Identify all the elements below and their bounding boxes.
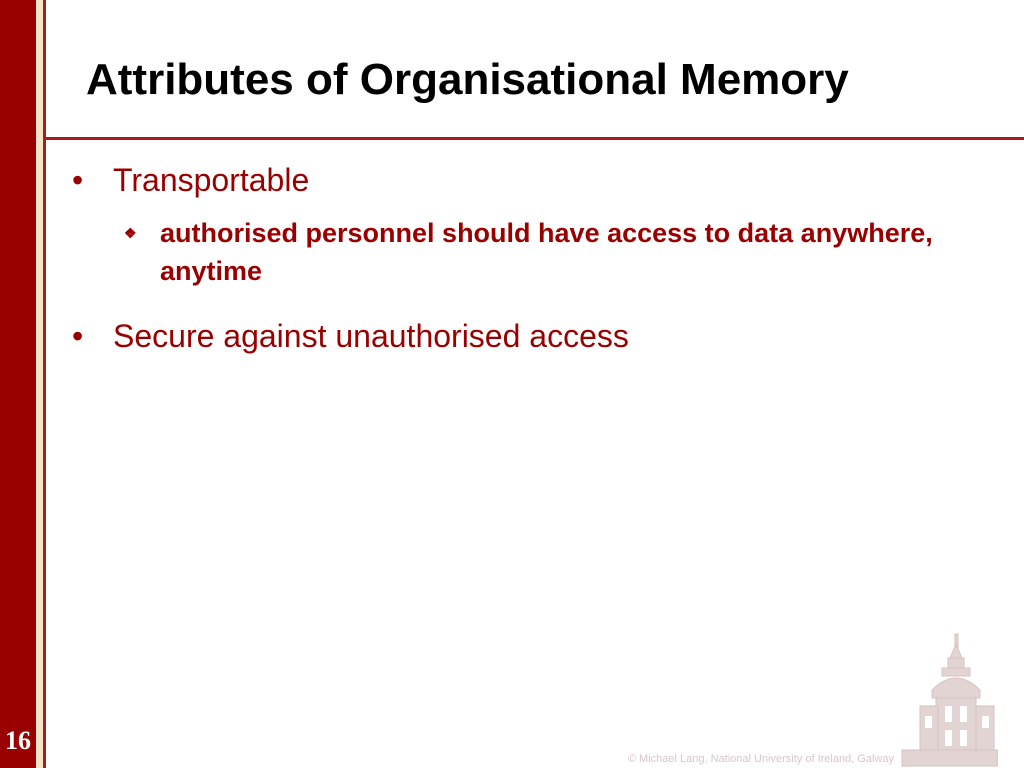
slide-content xyxy=(72,160,972,356)
bullet-item xyxy=(72,160,972,200)
page-number: 16 xyxy=(5,726,31,755)
title-divider xyxy=(46,137,1024,140)
left-accent-line xyxy=(43,0,46,768)
sub-bullet-item xyxy=(124,214,972,290)
bullet-marker: • xyxy=(72,162,84,198)
left-accent-bar xyxy=(0,0,36,768)
bullet-text: Secure against unauthorised access xyxy=(113,318,629,354)
bullet-marker: • xyxy=(72,318,84,354)
diamond-bullet-icon: ❖ xyxy=(124,225,137,241)
slide-title: Attributes of Organisational Memory xyxy=(86,55,849,104)
bullet-text: Transportable xyxy=(113,162,310,198)
bullet-item xyxy=(72,316,972,356)
university-quadrangle-tower-icon xyxy=(898,632,998,768)
left-accent-stripe xyxy=(36,0,43,768)
sub-bullet-text: authorised personnel should have access to data anywhere, anytime xyxy=(160,218,933,286)
footer-copyright: © Michael Lang, National University of Ireland, Galway xyxy=(627,753,894,765)
